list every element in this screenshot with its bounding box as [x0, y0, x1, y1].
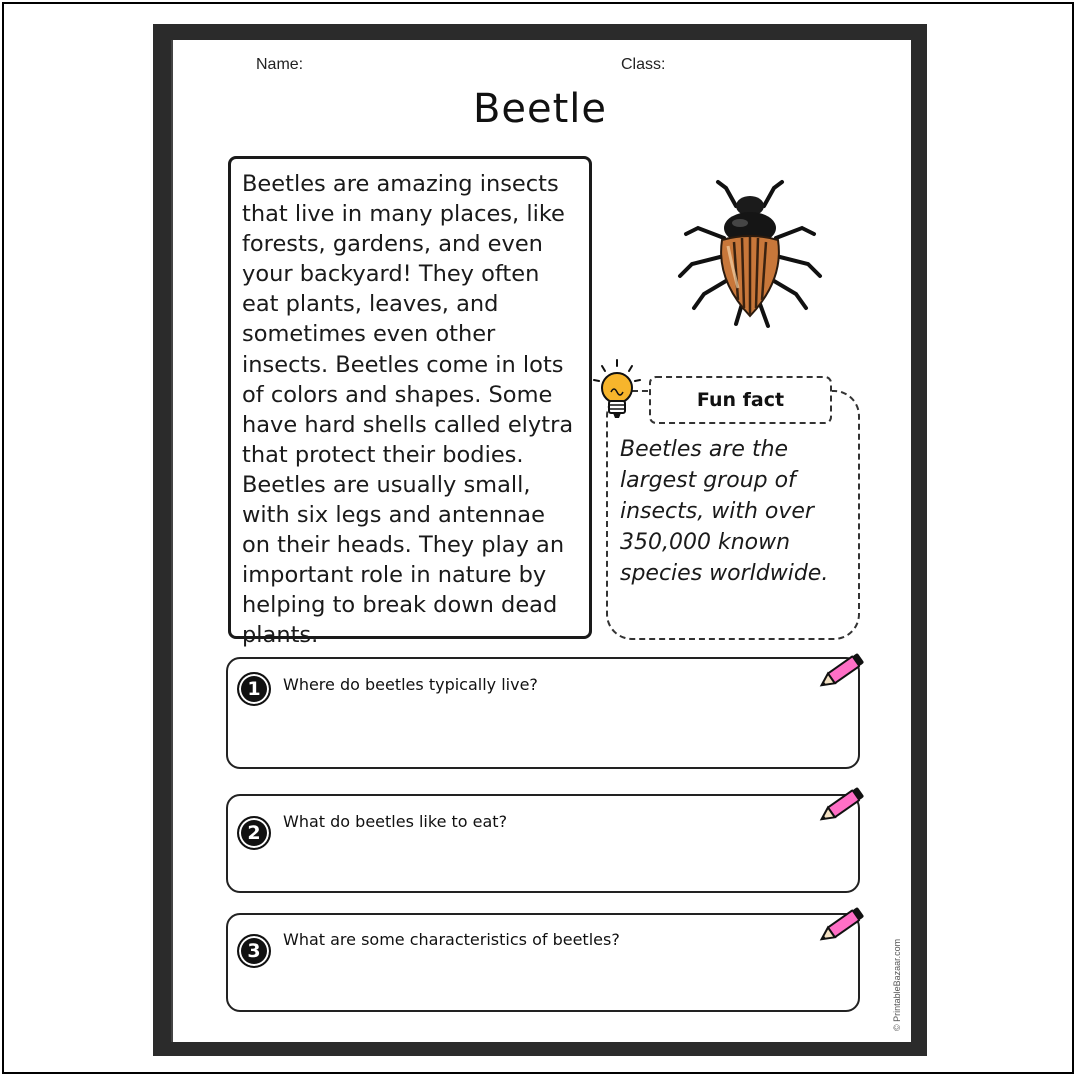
- fun-fact-text: Beetles are the largest group of insects, with over 350,000 known species worldwide.: [620, 437, 829, 586]
- question-3-text: What are some characteristics of beetles?: [283, 930, 620, 949]
- name-label: Name:: [256, 56, 304, 73]
- pencil-icon: [818, 650, 870, 694]
- reading-passage: Beetles are amazing insects that live in many places, like forests, gardens, and even your backyard! They often eat plants, leaves, and sometimes even other insects. Beetles come in lots of colors and shapes. Some have hard shells called elytra that protect their bodies. Beetles are usually small, with six legs and antennae on their heads. They play an important role in nature by helping to break down dead plants.: [242, 171, 574, 649]
- question-1-answer-box[interactable]: [226, 657, 860, 769]
- reading-passage-box: [228, 156, 592, 649]
- class-label: Class:: [621, 56, 666, 73]
- pencil-icon: [818, 904, 870, 948]
- question-1-number: 1: [237, 672, 271, 706]
- question-1-text: Where do beetles typically live?: [283, 675, 538, 694]
- question-3-answer-box[interactable]: [226, 913, 860, 1012]
- pencil-icon: [818, 784, 870, 828]
- beetle-icon: [676, 176, 826, 336]
- credit-text: © PrintableBazaar.com: [892, 938, 902, 1031]
- question-2-answer-box[interactable]: [226, 794, 860, 893]
- page-title: Beetle: [472, 86, 608, 132]
- question-2-text: What do beetles like to eat?: [283, 812, 508, 831]
- lightbulb-icon: [592, 358, 642, 424]
- question-3-number: 3: [237, 934, 271, 968]
- fun-fact-heading: Fun fact: [649, 376, 832, 424]
- question-2-number: 2: [237, 816, 271, 850]
